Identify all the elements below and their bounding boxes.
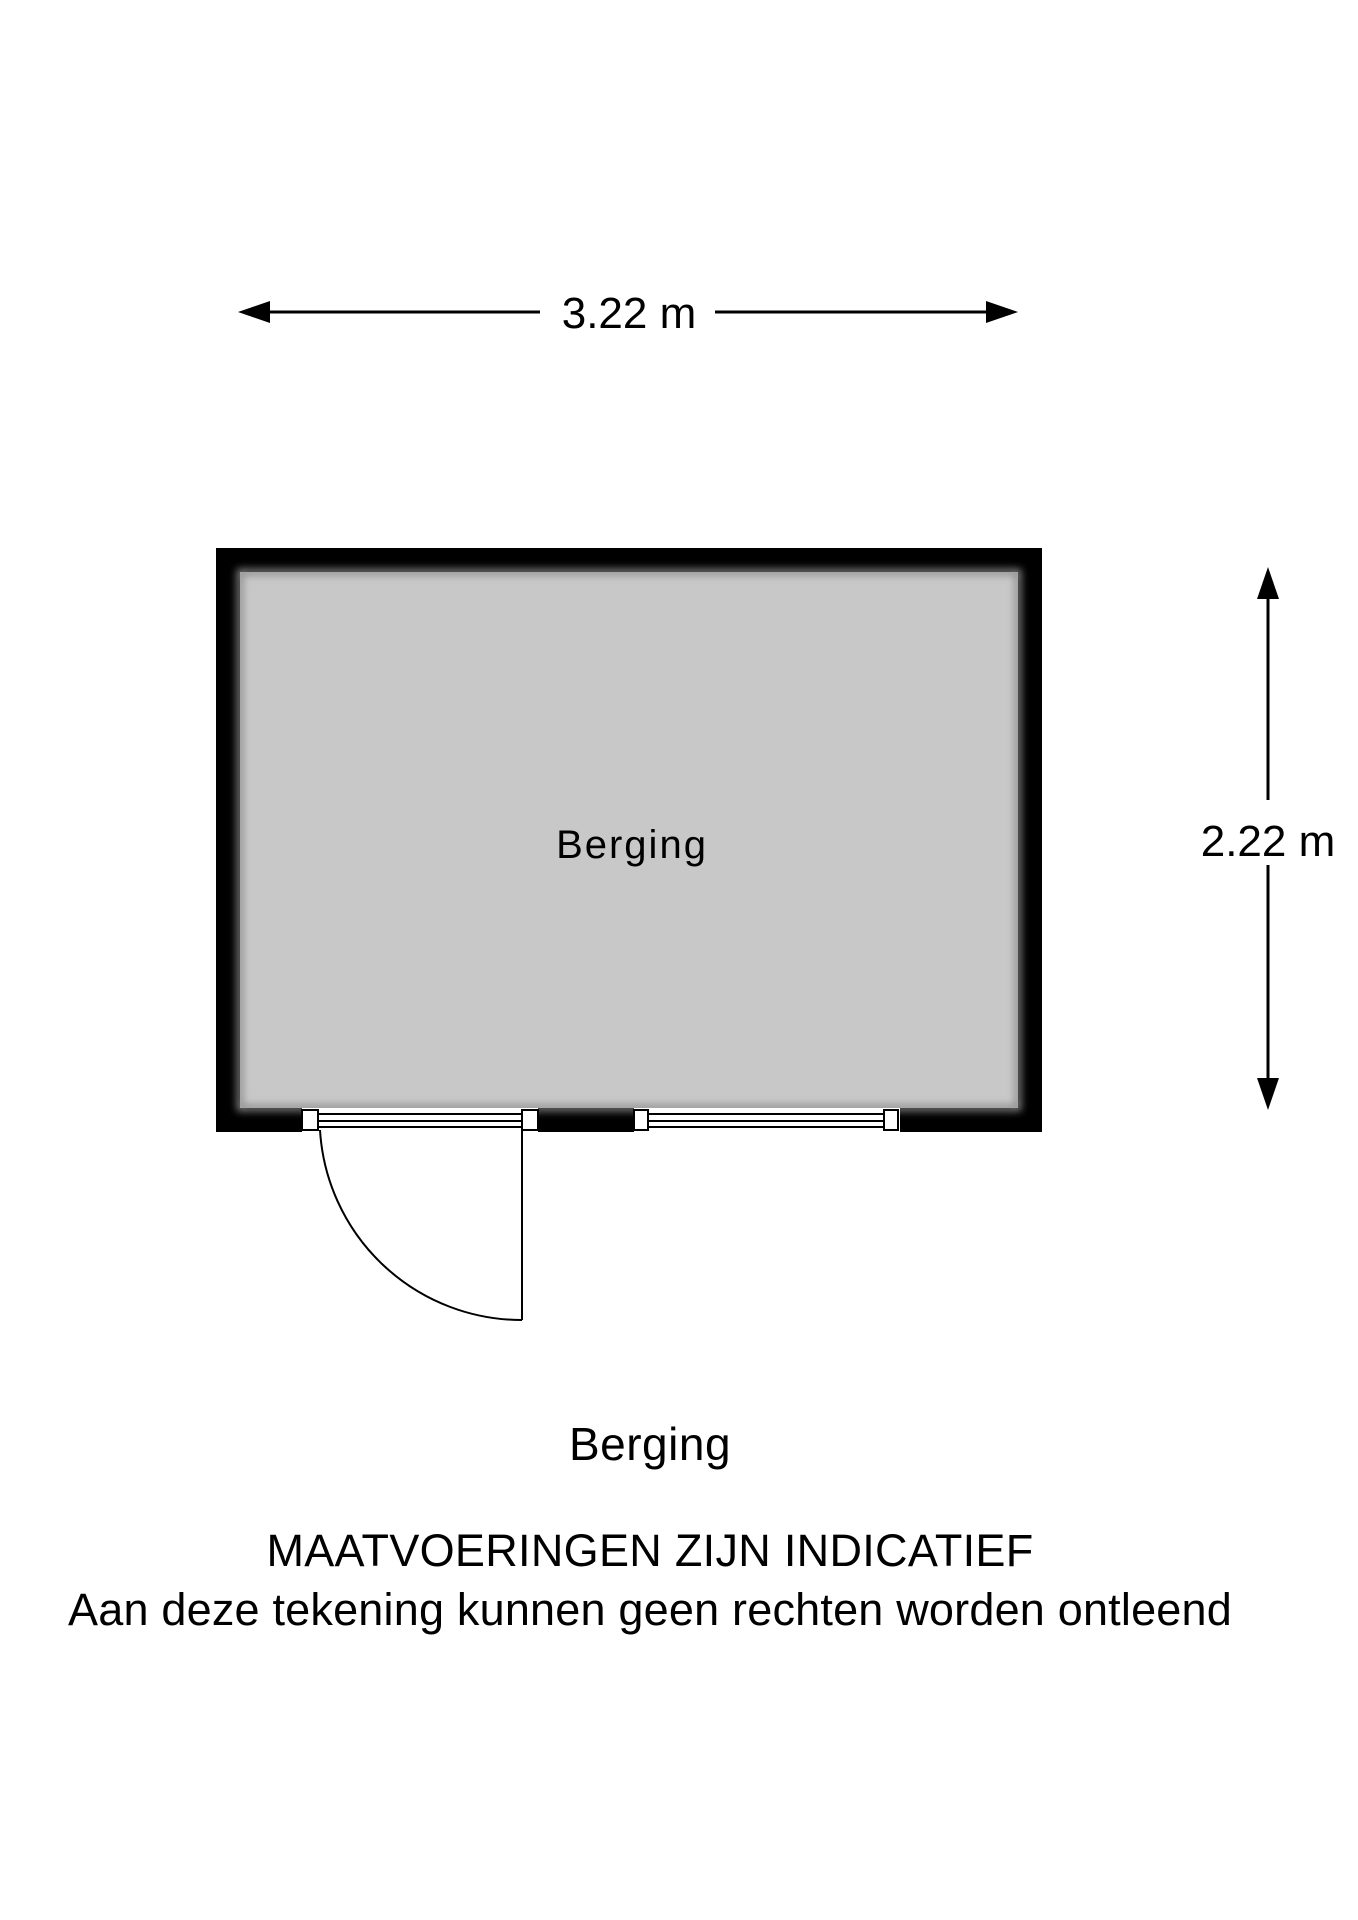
window-frame-right: [884, 1110, 898, 1130]
arrow-down-icon: [1257, 1078, 1279, 1110]
room-label: Berging: [556, 823, 708, 867]
floor-name: Berging: [568, 1418, 732, 1470]
window-opening: [634, 1108, 900, 1132]
arrow-right-icon: [986, 301, 1018, 323]
door-frame-right: [522, 1110, 538, 1130]
width-dimension: [238, 289, 1018, 338]
door-frame-left: [302, 1110, 318, 1130]
width-dimension-label: 3.22 m: [561, 289, 697, 338]
window-frame-left: [634, 1110, 648, 1130]
disclaimer-text: Aan deze tekening kunnen geen rechten worden ontleend: [68, 1584, 1232, 1635]
height-dimension: [1190, 567, 1345, 1110]
height-dimension-label: 2.22 m: [1200, 817, 1336, 866]
arrow-up-icon: [1257, 567, 1279, 599]
room-berging: [216, 548, 1042, 1320]
door-swing-arc: [320, 1130, 522, 1320]
arrow-left-icon: [238, 301, 270, 323]
disclaimer-heading: MAATVOERINGEN ZIJN INDICATIEF: [266, 1525, 1034, 1576]
door-opening: [302, 1108, 538, 1320]
